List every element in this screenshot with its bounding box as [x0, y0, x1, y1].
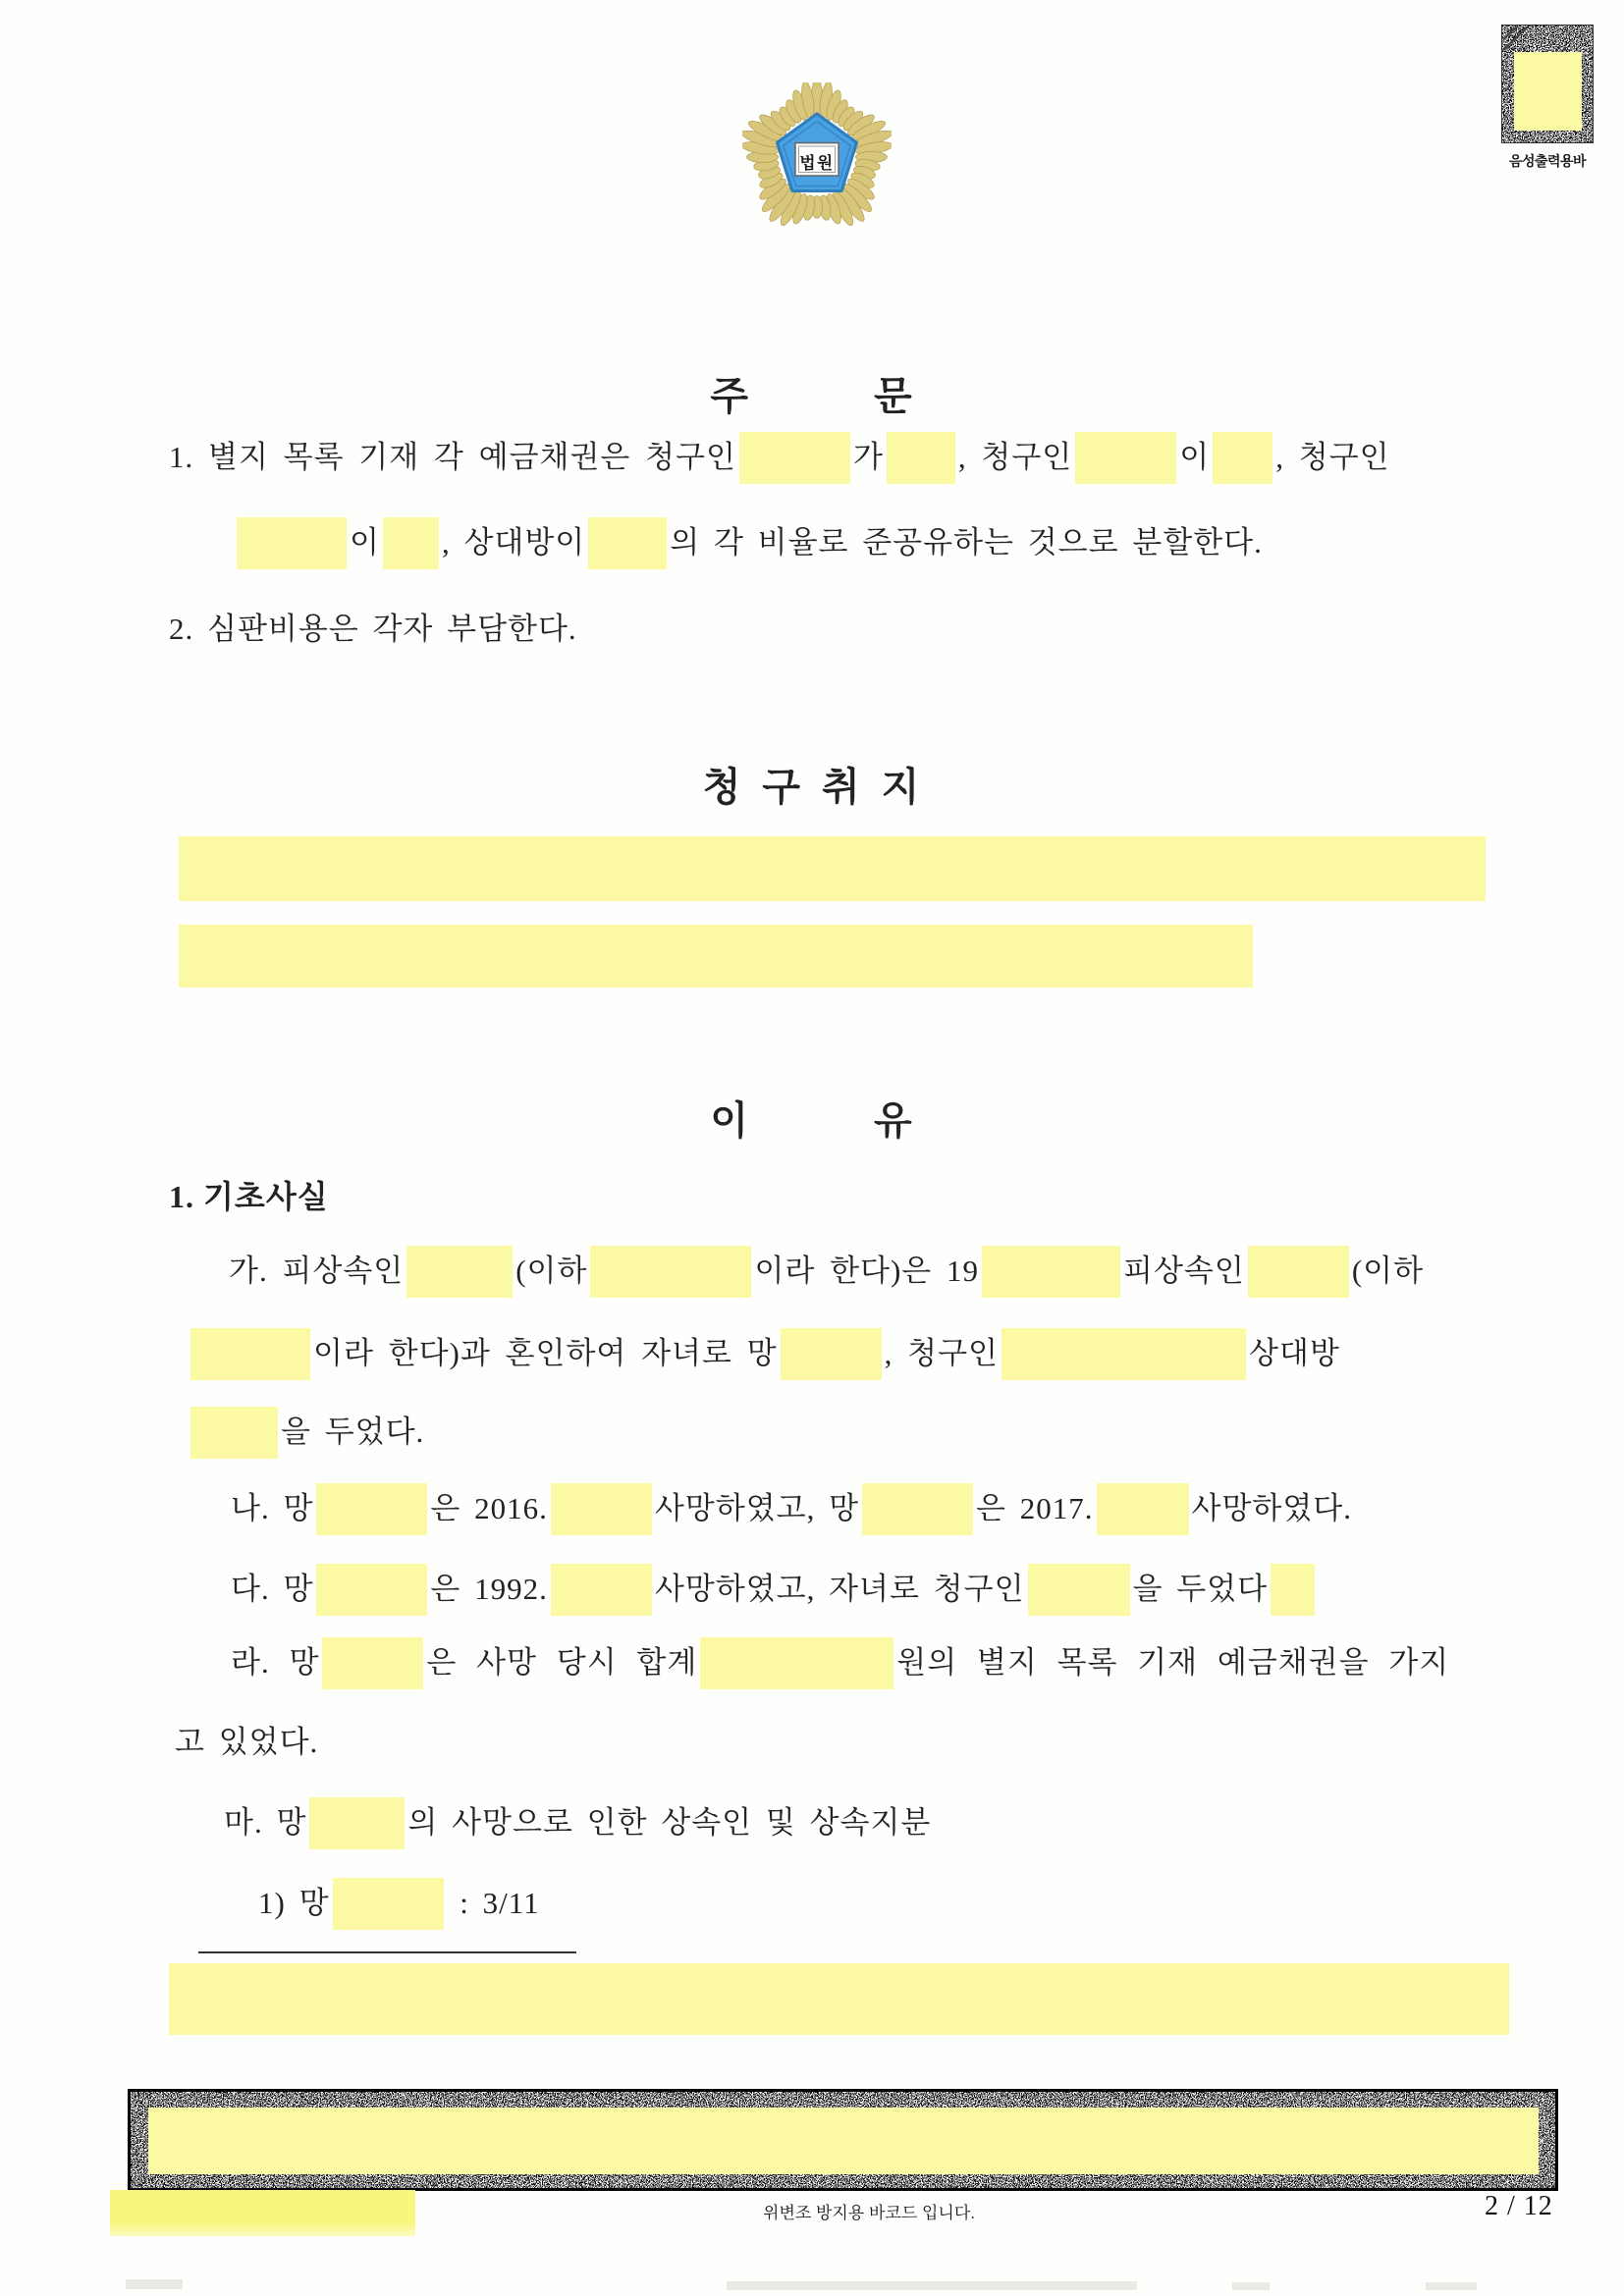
redaction-box — [551, 1564, 652, 1616]
reason-line: 마. 망 의 사망으로 인한 상속인 및 상속지분 — [224, 1794, 931, 1851]
redaction-bar — [179, 836, 1486, 901]
redaction-box — [1001, 1328, 1246, 1380]
reason-line: 라. 망 은 사망 당시 합계 원의 별지 목록 기재 예금채권을 가지 — [231, 1634, 1449, 1691]
redaction-box — [551, 1483, 652, 1535]
reason-line: 1) 망 : 3/11 — [258, 1875, 540, 1932]
reason-line: 나. 망 은 2016. 사망하였고, 망 은 2017. 사망하였다. — [231, 1480, 1352, 1537]
scan-artifact — [126, 2279, 183, 2289]
redaction-box — [383, 517, 439, 569]
redaction-bar — [179, 925, 1253, 988]
redaction-box — [739, 432, 850, 484]
redaction-box — [406, 1246, 513, 1298]
barcode-redaction — [148, 2108, 1539, 2174]
reason-line: 을 두었다. — [188, 1404, 424, 1461]
security-barcode-caption: 위변조 방지용 바코드 입니다. — [763, 2204, 975, 2222]
footnote-divider — [198, 1951, 576, 1953]
redaction-box — [982, 1246, 1120, 1298]
redaction-box — [862, 1483, 973, 1535]
voice-barcode-image — [1500, 24, 1595, 144]
redaction-box — [781, 1328, 882, 1380]
reason-line: 가. 피상속인 (이하 이라 한다)은 19 피상속인 (이하 — [229, 1243, 1424, 1300]
redaction-box — [1213, 432, 1272, 484]
section-heading-reason: 이 유 — [710, 1098, 914, 1143]
order-line: 2. 심판비용은 각자 부담한다. — [169, 612, 577, 646]
redaction-box — [237, 517, 347, 569]
redaction-box — [316, 1483, 427, 1535]
barcode-redaction — [1514, 52, 1582, 131]
reason-line: 고 있었다. — [175, 1725, 319, 1759]
redaction-box — [322, 1637, 423, 1689]
redaction-box — [190, 1328, 310, 1380]
security-barcode-image — [128, 2089, 1558, 2191]
redaction-box — [700, 1637, 893, 1689]
order-line: 이 , 상대방이 의 각 비율로 준공유하는 것으로 분할한다. — [234, 514, 1263, 571]
redaction-box — [588, 517, 667, 569]
voice-barcode-label: 음성출력용바 — [1508, 153, 1587, 169]
scan-artifact — [727, 2281, 1137, 2290]
redaction-box — [1271, 1564, 1315, 1616]
redaction-box — [333, 1878, 444, 1930]
footnote-redaction-bar — [169, 1963, 1509, 2035]
redaction-box — [309, 1797, 405, 1849]
redaction-box — [1097, 1483, 1189, 1535]
reason-line: 다. 망 은 1992. 사망하였고, 자녀로 청구인 을 두었다 — [231, 1561, 1318, 1618]
redaction-box — [1248, 1246, 1349, 1298]
redaction-box — [190, 1407, 278, 1459]
voice-output-barcode — [1500, 24, 1595, 171]
redaction-box — [1028, 1564, 1130, 1616]
court-emblem-icon — [742, 82, 892, 232]
redaction-box — [316, 1564, 427, 1616]
section-heading-order: 주 문 — [710, 374, 914, 418]
reason-line: 이라 한다)과 혼인하여 자녀로 망 , 청구인 상대방 — [188, 1325, 1340, 1382]
redaction-box — [1075, 432, 1176, 484]
page-number: 2 / 12 — [1485, 2191, 1553, 2221]
redaction-box — [887, 432, 955, 484]
redaction-box — [590, 1246, 751, 1298]
scan-artifact — [1426, 2282, 1477, 2290]
emblem-label: 법원 — [799, 153, 835, 173]
bottom-redaction-box — [110, 2190, 415, 2236]
scan-artifact — [1232, 2282, 1270, 2290]
order-line: 1. 별지 목록 기재 각 예금채권은 청구인 가 , 청구인 이 , 청구인 — [169, 429, 1390, 486]
section-heading-claim: 청 구 취 지 — [702, 765, 922, 809]
subheading-basic-facts: 1. 기초사실 — [169, 1179, 329, 1214]
